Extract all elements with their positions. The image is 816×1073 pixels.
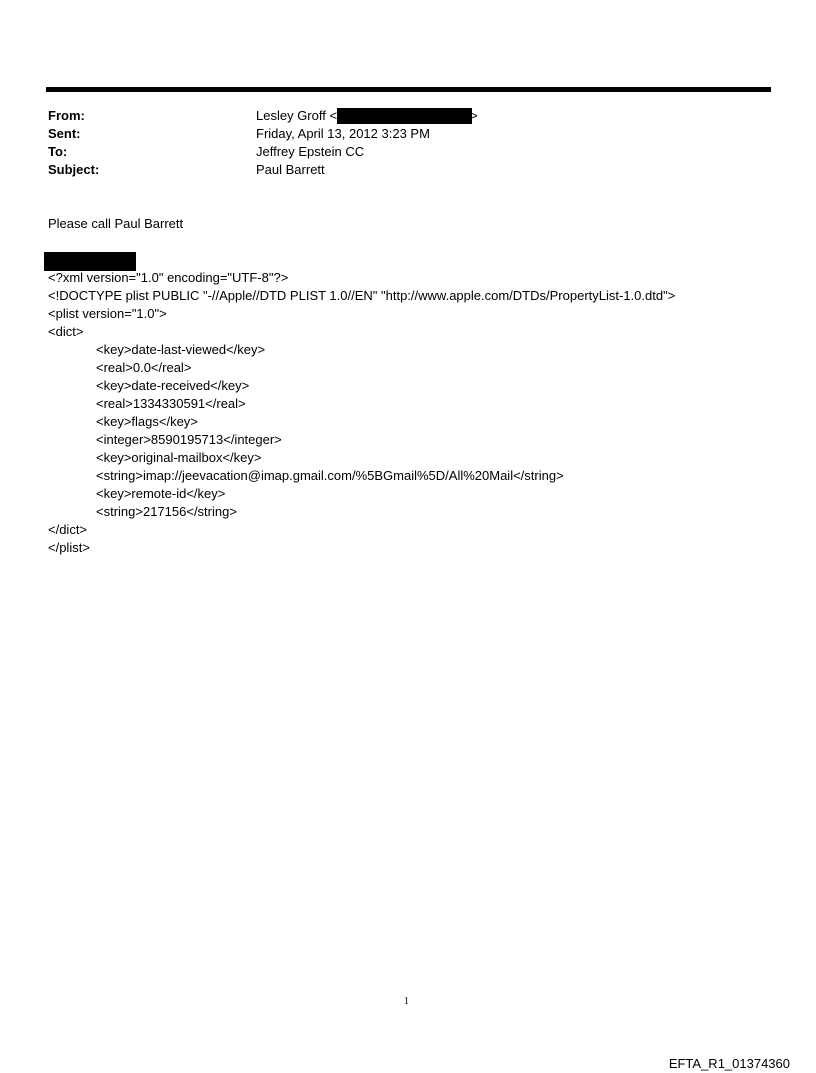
xml-line: <key>remote-id</key> <box>96 486 226 501</box>
to-label: To: <box>48 144 68 159</box>
redaction-from-email <box>337 108 472 124</box>
xml-line: <key>original-mailbox</key> <box>96 450 262 465</box>
xml-line: <real>0.0</real> <box>96 360 192 375</box>
message-text: Please call Paul Barrett <box>48 216 184 231</box>
document-id: EFTA_R1_01374360 <box>668 1056 790 1071</box>
xml-line: </dict> <box>48 522 88 537</box>
from-value: Lesley Groff < <box>256 108 338 123</box>
sent-label: Sent: <box>48 126 81 141</box>
sent-value: Friday, April 13, 2012 3:23 PM <box>256 126 430 141</box>
from-label: From: <box>48 108 85 123</box>
to-value: Jeffrey Epstein CC <box>256 144 365 159</box>
from-value-tail: > <box>470 108 478 123</box>
header-rule <box>46 87 771 92</box>
xml-line: <integer>8590195713</integer> <box>96 432 282 447</box>
xml-line: <key>date-last-viewed</key> <box>96 342 266 357</box>
xml-line: <?xml version="1.0" encoding="UTF-8"?> <box>48 270 289 285</box>
subject-label: Subject: <box>48 162 100 177</box>
page-number: 1 <box>404 996 409 1007</box>
xml-line: <dict> <box>48 324 84 339</box>
xml-line: <string>imap://jeevacation@imap.gmail.com/%5BGmail%5D/All%20Mail</string> <box>96 468 564 483</box>
xml-line: <key>flags</key> <box>96 414 198 429</box>
xml-line: </plist> <box>48 540 90 555</box>
xml-line: <real>1334330591</real> <box>96 396 246 411</box>
xml-line: <plist version="1.0"> <box>48 306 167 321</box>
subject-value: Paul Barrett <box>256 162 325 177</box>
xml-line: <string>217156</string> <box>96 504 237 519</box>
xml-line: <key>date-received</key> <box>96 378 250 393</box>
xml-line: <!DOCTYPE plist PUBLIC "-//Apple//DTD PLIST 1.0//EN" "http://www.apple.com/DTDs/PropertyList-1.0.dtd"> <box>48 288 676 303</box>
